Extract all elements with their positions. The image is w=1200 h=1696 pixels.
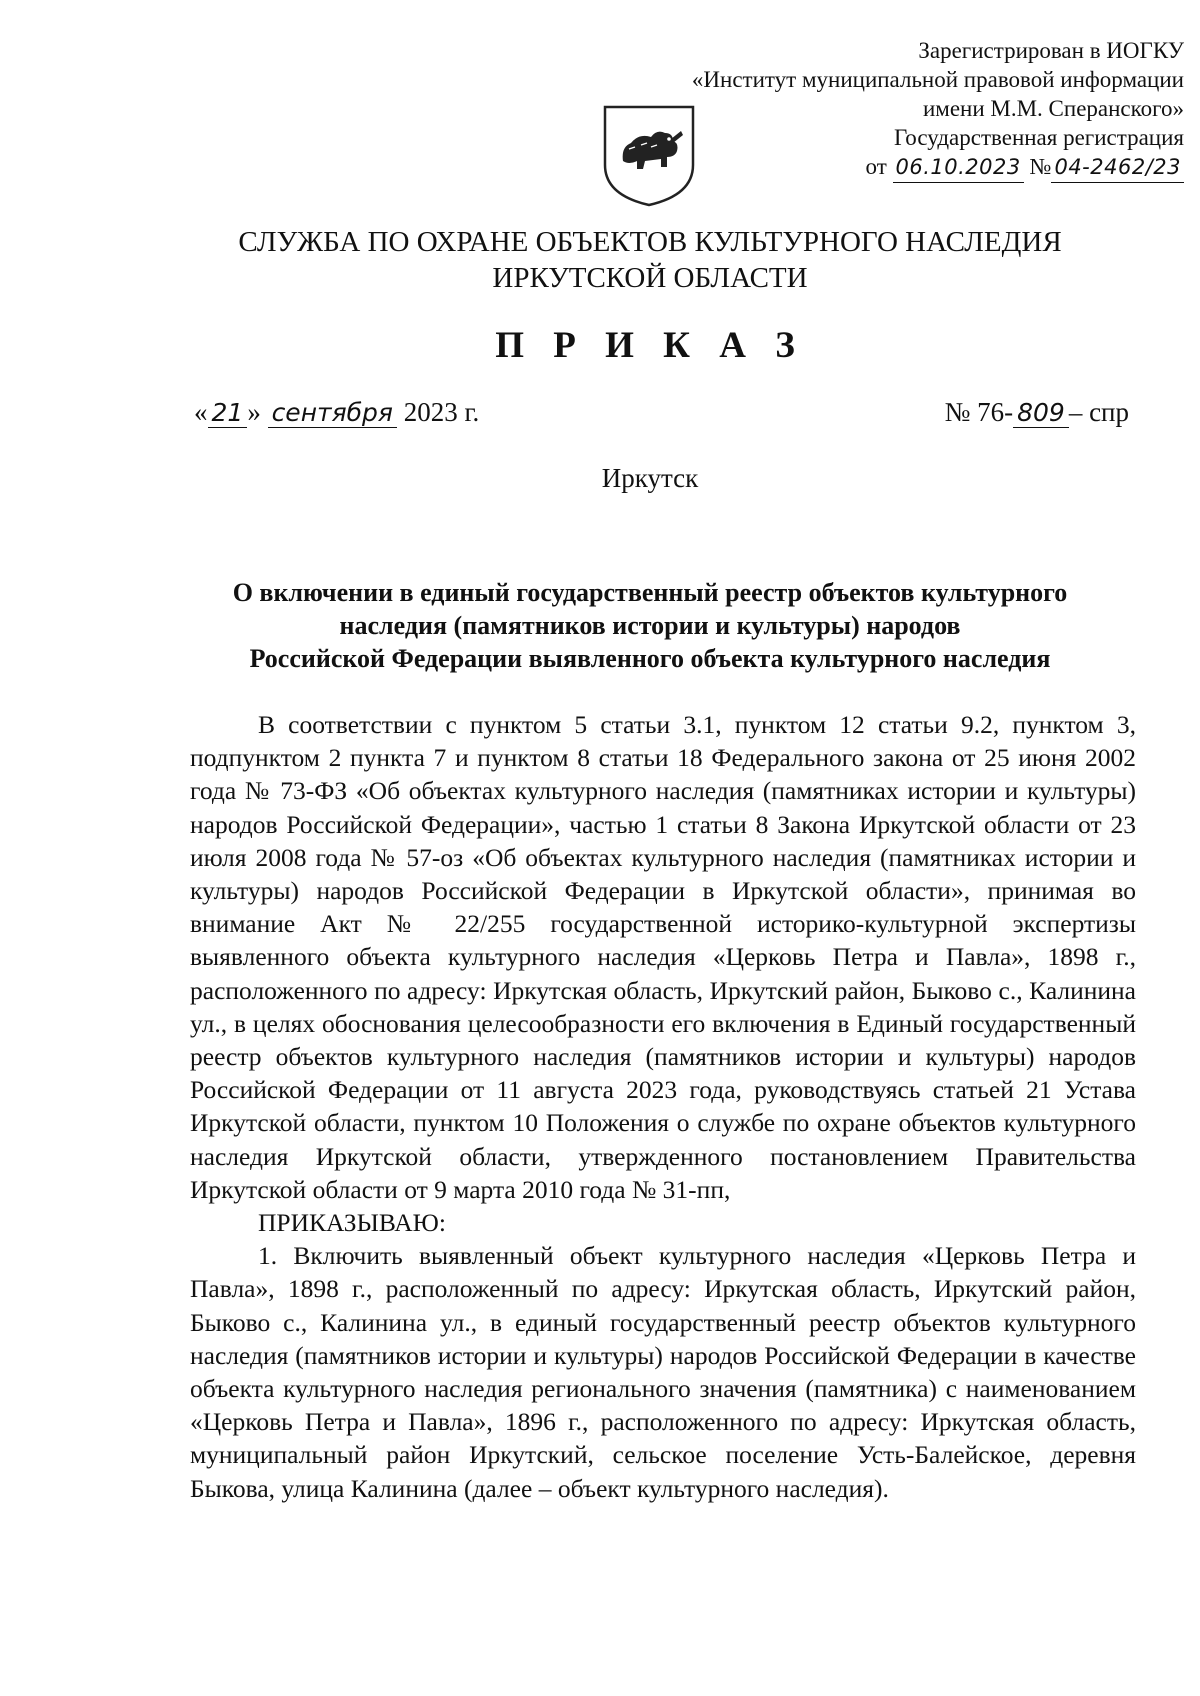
registration-number-prefix: № xyxy=(1029,154,1052,179)
order-number-handwritten: 809 xyxy=(1013,398,1069,428)
registration-line-2: «Институт муниципальной правовой информации xyxy=(691,67,1184,92)
registration-date-handwritten: 06.10.2023 xyxy=(893,153,1024,183)
agency-name xyxy=(150,224,1150,296)
date-number-row xyxy=(194,397,1129,437)
date-month-handwritten: сентября xyxy=(268,398,397,428)
city: Иркутск xyxy=(601,463,699,493)
irkutsk-coat-of-arms-icon xyxy=(601,103,697,209)
order-heading xyxy=(150,576,1150,675)
order-date xyxy=(194,397,479,428)
item-1-paragraph: 1. Включить выявленный объект культурного наследия «Церковь Петра и Павла», 1898 г., расположенный по адресу: Иркутская область, Иркутский район, Быково с., Калинина ул., в единый государственный реестр объектов культурного наследия (памятников истории и культуры) народов Российской Федерации в качестве объекта культурного наследия регионального значения (памятника) с наименованием «Церковь Петра и Павла», 1896 г., расположенного по адресу: Иркутская область, муниципальный район Иркутский, сельское поселение Усть-Балейское, деревня Быкова, улица Калинина (далее – объект культурного наследия). xyxy=(190,1241,1136,1503)
registration-line-1: Зарегистрирован в ИОГКУ xyxy=(918,38,1184,63)
order-word: ПРИКАЗЫВАЮ: xyxy=(258,1208,446,1238)
registration-line-4: Государственная регистрация xyxy=(894,125,1184,150)
document-type-title: П Р И К А З xyxy=(495,325,805,366)
preamble-paragraph: В соответствии с пунктом 5 статьи 3.1, пунктом 12 статьи 9.2, пунктом 3, подпунктом 2 пункта 7 и пунктом 8 статьи 18 Федерального закона от 25 июня 2002 года № 73-ФЗ «Об объектах культурного наследия (памятниках истории и культуры) народов Российской Федерации», частью 1 статьи 8 Закона Иркутской области от 23 июля 2008 года № 57-оз «Об объектах культурного наследия (памятниках истории и культуры) народов Российской Федерации в Иркутской области», принимая во внимание Акт № 22/255 государственной историко-культурной экспертизы выявленного объекта культурного наследия «Церковь Петра и Павла», 1898 г., расположенного по адресу: Иркутская область, Иркутский район, Быково с., Калинина ул., в целях обоснования целесообразности его включения в Единый государственный реестр объектов культурного наследия (памятников истории и культуры) народов Российской Федерации от 11 августа 2023 года, руководствуясь статьей 21 Устава Иркутской области, пунктом 10 Положения о службе по охране объектов культурного наследия Иркутской области, утвержденного постановлением Правительства Иркутской области от 9 марта 2010 года № 31-пп, xyxy=(190,710,1136,1204)
registration-date-prefix: от xyxy=(865,154,887,179)
order-number-prefix: № 76- xyxy=(944,397,1014,427)
order-heading-line-3: Российской Федерации выявленного объекта культурного наследия xyxy=(249,644,1051,673)
agency-name-line-2: ИРКУТСКОЙ ОБЛАСТИ xyxy=(492,262,808,294)
agency-name-line-1: СЛУЖБА ПО ОХРАНЕ ОБЪЕКТОВ КУЛЬТУРНОГО НАСЛЕДИЯ xyxy=(238,226,1062,258)
date-day-handwritten: 21 xyxy=(208,398,248,428)
order-body xyxy=(190,708,1136,1505)
registration-number-handwritten: 04-2462/23 xyxy=(1051,153,1184,183)
date-open-quote: « xyxy=(194,397,208,427)
registration-line-3: имени М.М. Сперанского» xyxy=(922,96,1184,121)
registration-date-number xyxy=(664,152,1184,183)
date-year: 2023 г. xyxy=(403,397,480,427)
order-number-suffix: – спр xyxy=(1068,397,1129,427)
date-close-quote: » xyxy=(247,397,261,427)
order-heading-line-1: О включении в единый государственный реестр объектов культурного xyxy=(232,578,1068,607)
order-number xyxy=(945,397,1129,428)
order-heading-line-2: наследия (памятников истории и культуры) народов xyxy=(339,611,961,640)
registration-stamp xyxy=(664,36,1184,183)
